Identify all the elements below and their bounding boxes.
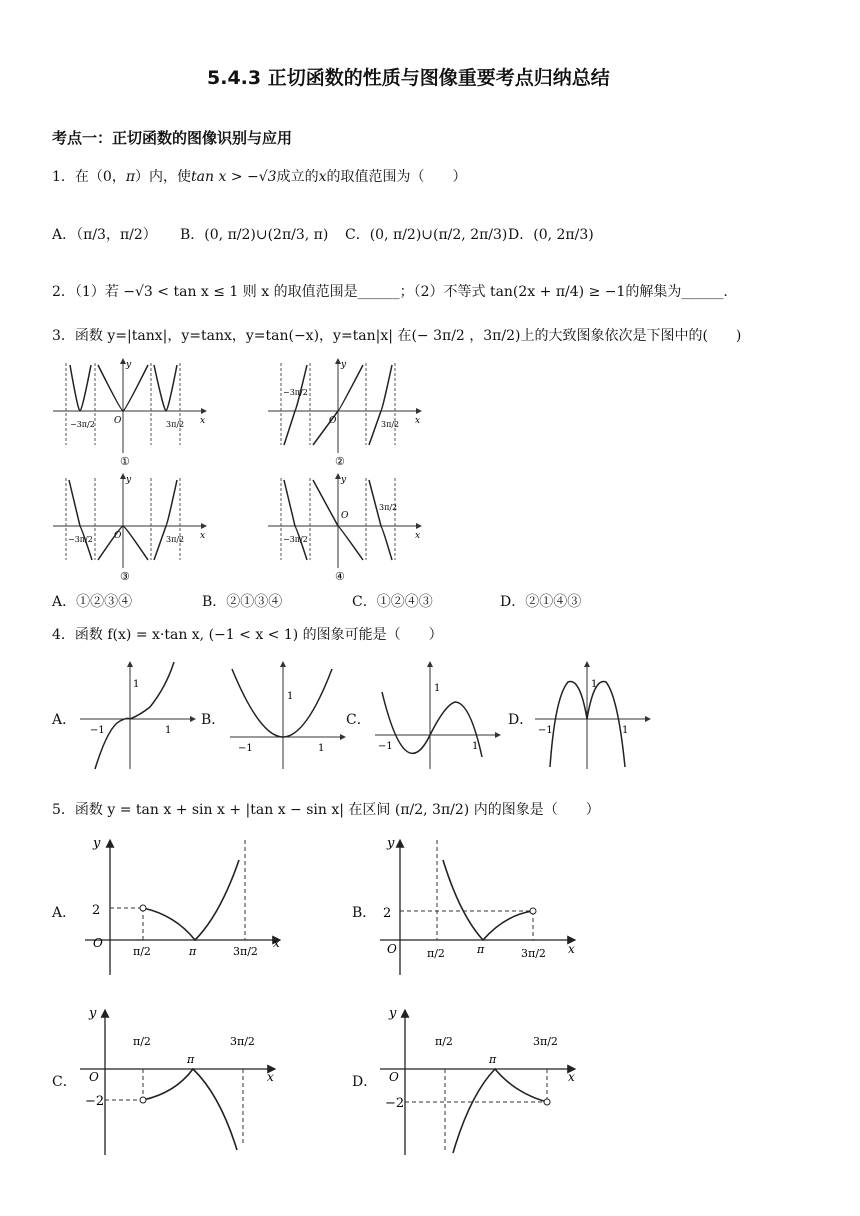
tick-label: 3π/2: [521, 947, 546, 960]
value-label: −2: [385, 1096, 405, 1111]
origin-label: O: [329, 416, 337, 426]
svg-text:x: x: [568, 942, 575, 956]
tick-label: 3π/2: [233, 945, 258, 958]
origin-label: O: [341, 511, 349, 521]
question-3: [52, 325, 741, 345]
q5-option-b[interactable]: B．: [352, 905, 377, 921]
question-number: 1．: [52, 169, 75, 185]
q3-option-a[interactable]: A．①②③④: [52, 594, 133, 610]
q3-option-b[interactable]: B．②①③④: [202, 594, 283, 610]
svg-text:x: x: [568, 1070, 575, 1084]
q4-graphs: [70, 657, 660, 777]
q1-option-c[interactable]: C．(0, π/2)∪(π/2, 2π/3): [345, 227, 508, 243]
graph-label: ③: [120, 570, 130, 583]
tick-label: π/2: [133, 1035, 151, 1048]
q4-option-d[interactable]: D．: [508, 712, 534, 728]
axis-y-label: y: [341, 475, 347, 485]
tick-label: 1: [472, 741, 479, 752]
q4-option-c[interactable]: C．: [346, 712, 371, 728]
tick-label: π: [489, 1053, 497, 1066]
svg-text:O: O: [89, 1070, 99, 1084]
q4-graph-a: [80, 662, 195, 769]
tick-label: 1: [165, 725, 172, 736]
question-text: （1）若 −√3 < tan x ≤ 1 则 x 的取值范围是______；（2）不等式 tan(2x + π/4) ≥ −1的解集为______.: [74, 284, 728, 300]
question-text: 函数 f(x) = x·tan x, (−1 < x < 1) 的图象可能是（ ）: [74, 627, 443, 643]
q4-graph-c: [375, 662, 500, 769]
question-4: [52, 624, 443, 644]
tick-label: −3π/2: [283, 388, 308, 397]
tick-label: 1: [287, 691, 294, 702]
tick-label: π: [189, 945, 197, 958]
question-number: 2．: [52, 284, 75, 300]
graph-3: [53, 474, 206, 583]
svg-text:O: O: [93, 936, 103, 950]
svg-text:O: O: [389, 1070, 399, 1084]
tick-label: 3π/2: [379, 503, 398, 512]
question-number: 3．: [52, 328, 75, 344]
axis-x-label: x: [200, 416, 206, 426]
tick-label: −3π/2: [68, 535, 93, 544]
svg-text:x: x: [273, 936, 280, 950]
tick-label: π/2: [427, 947, 445, 960]
svg-text:y: y: [387, 836, 395, 851]
question-text: 成立的: [276, 169, 319, 185]
tick-label: −1: [538, 725, 553, 736]
svg-text:x: x: [267, 1070, 274, 1084]
tick-label: 1: [434, 683, 441, 694]
graph-2: [268, 359, 421, 468]
tick-label: π/2: [435, 1035, 453, 1048]
q1-option-a[interactable]: A．（π/3，π/2）: [52, 227, 157, 243]
tick-label: 3π/2: [166, 535, 185, 544]
graph-1: [53, 359, 206, 468]
tick-label: −3π/2: [70, 420, 95, 429]
question-5: [52, 799, 600, 819]
graph-label: ②: [335, 455, 345, 468]
axis-x-label: x: [415, 531, 421, 541]
value-label: −2: [85, 1094, 105, 1109]
axis-y-label: y: [126, 360, 132, 370]
tick-label: 3π/2: [381, 420, 400, 429]
question-text: 函数 y = tan x + sin x + |tan x − sin x| 在区间 (π/2, 3π/2) 内的图象是（ ）: [74, 802, 600, 818]
q5-option-d[interactable]: D．: [352, 1074, 378, 1090]
q5-graph-a: [85, 836, 280, 975]
axis-x-label: x: [200, 531, 206, 541]
axis-y-label: y: [126, 475, 132, 485]
tick-label: −1: [238, 743, 253, 754]
svg-text:O: O: [387, 942, 397, 956]
pi-symbol: π: [125, 169, 136, 185]
tick-label: 1: [318, 743, 325, 754]
section-heading: 考点一：正切函数的图像识别与应用: [52, 129, 293, 147]
q5-graph-d: [380, 1006, 575, 1155]
q4-graph-b: [230, 662, 345, 769]
svg-text:y: y: [93, 836, 101, 851]
q4-option-a[interactable]: A．: [52, 712, 77, 728]
question-number: 4．: [52, 627, 75, 643]
tick-label: −1: [378, 741, 393, 752]
q5-option-c[interactable]: C．: [52, 1074, 77, 1090]
tick-label: π/2: [133, 945, 151, 958]
q1-option-d[interactable]: D．(0, 2π/3): [508, 227, 594, 243]
variable: x: [318, 169, 327, 185]
tick-label: π: [187, 1053, 195, 1066]
value-label: 2: [92, 903, 101, 918]
tick-label: π: [477, 943, 485, 956]
tick-label: 3π/2: [533, 1035, 558, 1048]
question-text: 函数 y=|tanx|，y=tanx，y=tan(−x)，y=tan|x| 在(− 3π/2 ，3π/2)上的大致图象依次是下图中的( ): [74, 328, 742, 344]
tick-label: 3π/2: [230, 1035, 255, 1048]
page-title: 5.4.3 正切函数的性质与图像重要考点归纳总结: [207, 67, 610, 89]
q4-option-b[interactable]: B．: [201, 712, 226, 728]
q5-graphs: [75, 835, 595, 1165]
q5-graph-c: [80, 1006, 275, 1155]
q3-option-c[interactable]: C．①②④③: [352, 594, 433, 610]
question-1: [52, 166, 466, 186]
tick-label: 1: [622, 725, 629, 736]
question-text: 在（0，: [74, 169, 126, 185]
graph-label: ①: [120, 455, 130, 468]
question-2: [52, 281, 728, 301]
q3-option-d[interactable]: D．②①④③: [500, 594, 582, 610]
axis-x-label: x: [415, 416, 421, 426]
q4-graph-d: [535, 662, 650, 769]
axis-y-label: y: [341, 360, 347, 370]
tick-label: 1: [591, 679, 598, 690]
question-text: ）内，使: [135, 169, 192, 185]
graph-label: ④: [335, 570, 345, 583]
question-number: 5．: [52, 802, 75, 818]
q5-option-a[interactable]: A．: [52, 905, 77, 921]
origin-label: O: [114, 416, 122, 426]
q1-option-b[interactable]: B．(0, π/2)∪(2π/3, π): [180, 227, 329, 243]
graph-4: [268, 474, 421, 583]
q3-graphs: [48, 355, 478, 585]
question-text: 的取值范围为（ ）: [326, 169, 467, 185]
tick-label: 1: [133, 679, 140, 690]
condition-formula: tan x > −√3: [191, 169, 277, 185]
tick-label: −1: [90, 725, 105, 736]
q5-graph-b: [380, 836, 575, 975]
value-label: 2: [383, 906, 392, 921]
tick-label: −3π/2: [283, 535, 308, 544]
tick-label: 3π/2: [166, 420, 185, 429]
svg-text:y: y: [389, 1006, 397, 1021]
origin-label: O: [114, 531, 122, 541]
svg-text:y: y: [89, 1006, 97, 1021]
